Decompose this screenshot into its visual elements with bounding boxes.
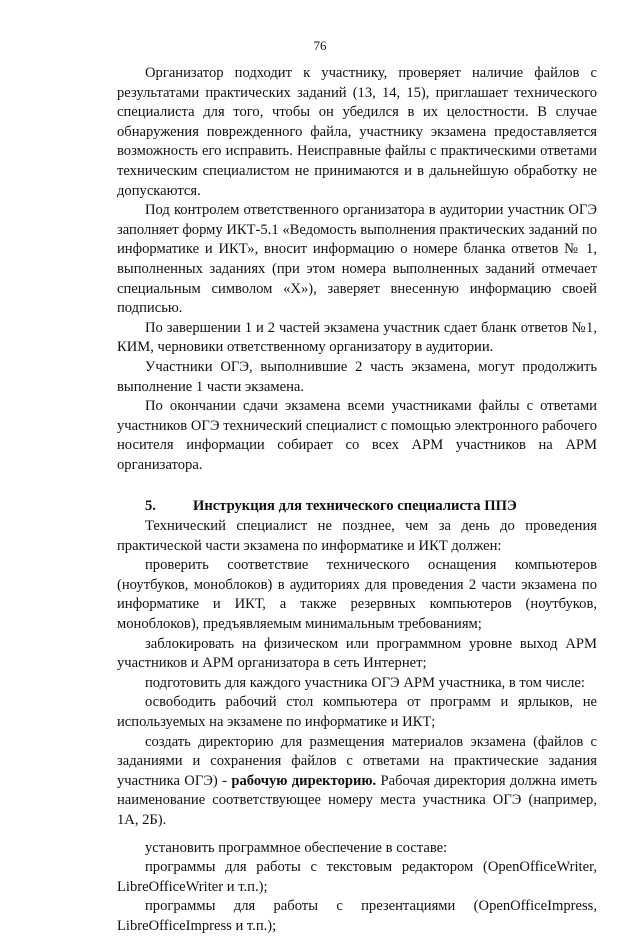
paragraph-collect-files: По окончании сдачи экзамена всеми участниками файлы с ответами участников ОГЭ технический специалист с помощью электронного рабочего носителя информации собирает со всех АРМ участников на АРМ организатора.: [117, 398, 597, 473]
instruction-prepare-arm: подготовить для каждого участника ОГЭ АРМ участника, в том числе:: [145, 674, 585, 691]
paragraph-form-ikt: Под контролем ответственного организатора в аудитории участник ОГЭ заполняет форму ИКТ-5.1 «Ведомость выполнения практических заданий по информатике и ИКТ», вносит информацию о номере бланка ответов № 1, выполненных заданиях (при этом номера выполненных заданий отмечает специальным символом «X»), заверяет внесенную информацию своей подписью.: [117, 202, 597, 317]
create-dir-text-1: создать директорию для размещения материалов экзамена (файлов с заданиями и сохранения файлов с ответами на практические задания участника ОГЭ) -: [117, 733, 597, 789]
paragraph-continue: Участники ОГЭ, выполнившие 2 часть экзамена, могут продолжить выполнение 1 части экзамена.: [117, 358, 597, 395]
instruction-text-editor: программы для работы с текстовым редактором (OpenOfficeWriter, LibreOfficeWriter и т.п.);: [117, 859, 597, 895]
instruction-install-software: установить программное обеспечение в составе:: [145, 839, 448, 856]
page-number: 76: [313, 38, 327, 53]
document-body: [117, 64, 597, 937]
create-dir-text-2: Рабочая директория должна иметь наименование соответствующее номеру места участника ОГЭ (например, 1А, 2Б).: [117, 772, 598, 828]
instruction-presentations: программы для работы с презентациями (OpenOfficeImpress, LibreOfficeImpress и т.п.);: [117, 898, 597, 934]
instruction-free-desktop: освободить рабочий стол компьютера от программ и ярлыков, не используемых на экзамене по информатике и ИКТ;: [117, 694, 597, 730]
paragraph-file-check: Организатор подходит к участнику, проверяет наличие файлов с результатами практических заданий (13, 14, 15), приглашает технического специалиста для того, чтобы он убедился в их целостности. В случае обнаружения поврежденного файла, участнику экзамена предоставляется возможность его исправить. Неисправные файлы с практическими ответами техническим специалистом не принимаются и в дальнейшую обработку не допускаются.: [117, 65, 597, 199]
instruction-block-internet: заблокировать на физическом или программном уровне выход АРМ участников и АРМ организатора в сеть Интернет;: [117, 635, 597, 672]
section-heading: [117, 497, 597, 517]
working-directory-term: рабочую директорию.: [231, 772, 377, 789]
instruction-intro: Технический специалист не позднее, чем за день до проведения практической части экзамена по информатике и ИКТ должен:: [117, 518, 597, 554]
paragraph-hand-in: По завершении 1 и 2 частей экзамена участник сдает бланк ответов №1, КИМ, черновики ответственному организатору в аудитории.: [117, 319, 597, 356]
instruction-create-directory: [117, 733, 597, 831]
instruction-check-equipment: проверить соответствие технического оснащения компьютеров (ноутбуков, моноблоков) в аудиториях для проведения 2 части экзамена по информатике и ИКТ, а также резервных компьютеров (ноутбуков, моноблоков), предъявляемым минимальным требованиям;: [117, 557, 597, 633]
section-number: 5.: [145, 498, 156, 515]
section-title: Инструкция для технического специалиста ППЭ: [193, 498, 517, 515]
